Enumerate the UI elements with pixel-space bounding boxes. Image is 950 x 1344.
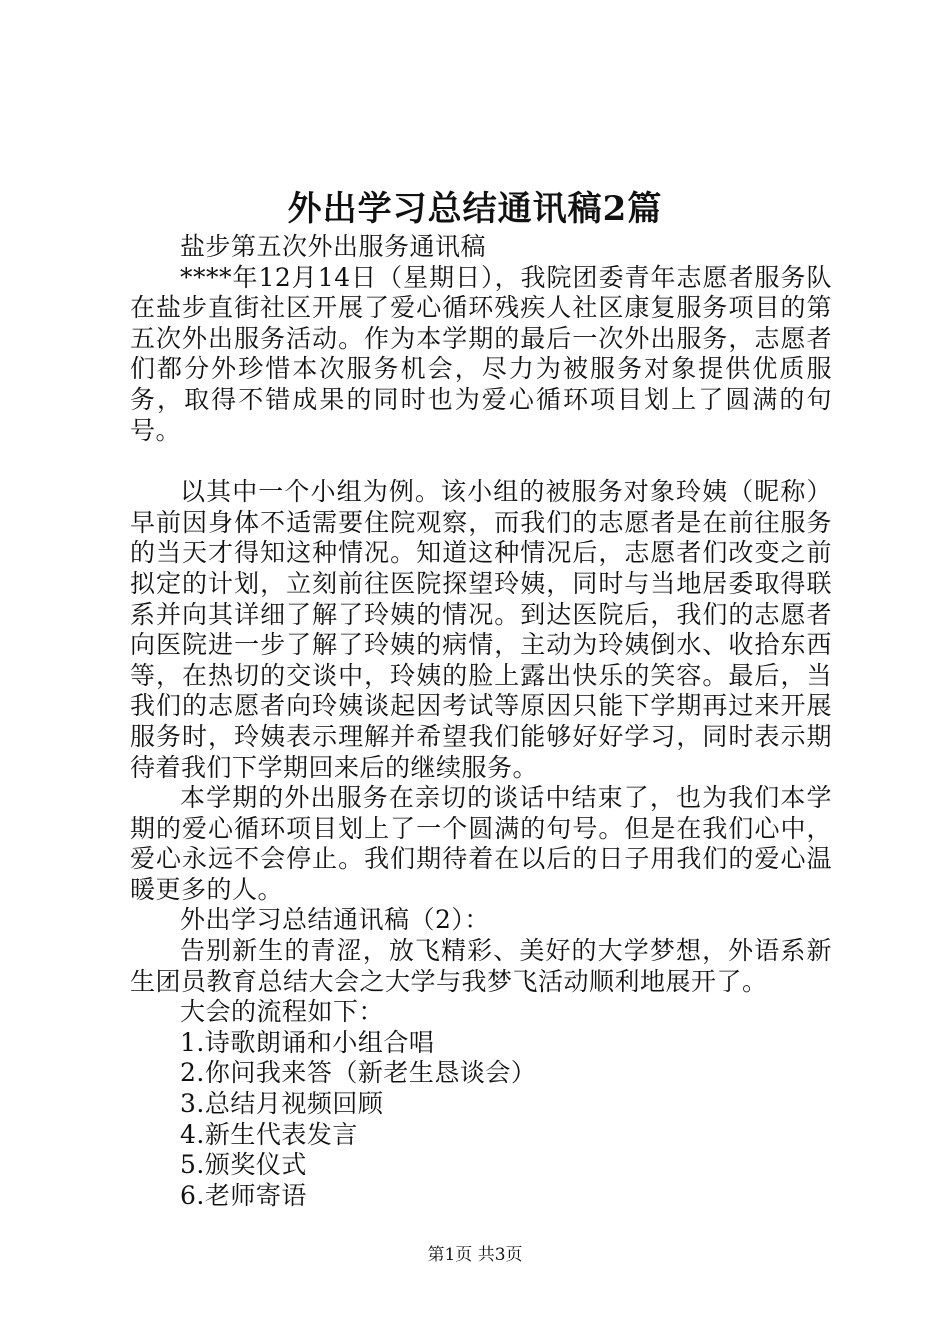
paragraph-4: 告别新生的青涩，放飞精彩、美好的大学梦想，外语系新生团员教育总结大会之大学与我梦飞活动顺利地展开了。: [130, 936, 832, 996]
paragraph-subtitle: 盐步第五次外出服务通讯稿: [180, 232, 487, 261]
agenda-item: 3.总结月视频回顾: [180, 1089, 384, 1119]
paragraph-agenda-intro: 大会的流程如下：: [180, 997, 385, 1027]
agenda-item: 6.老师寄语: [180, 1180, 307, 1210]
paragraph-2: 以其中一个小组为例。该小组的被服务对象玲姨（昵称）早前因身体不适需要住院观察，而我们的志愿者是在前往服务的当天才得知这种情况。知道这种情况后，志愿者们改变之前拟定的计划，立刻前往医院探望玲姨，同时与当地居委取得联系并向其详细了解了玲姨的情况。到达医院后，我们的志愿者向医院进一步了解了玲姨的病情，主动为玲姨倒水、收拾东西等，在热切的交谈中，玲姨的脸上露出快乐的笑容。最后，当我们的志愿者向玲姨谈起因考试等原因只能下学期再过来开展服务时，玲姨表示理解并希望我们能够好好学习，同时表示期待着我们下学期回来后的继续服务。: [130, 477, 832, 782]
agenda-item: 5.颁奖仪式: [180, 1150, 307, 1180]
paragraph-3: 本学期的外出服务在亲切的谈话中结束了，也为我们本学期的爱心循环项目划上了一个圆满的句号。但是在我们心中，爱心永远不会停止。我们期待着在以后的日子用我们的爱心温暖更多的人。: [130, 783, 832, 904]
agenda-item: 4.新生代表发言: [180, 1119, 358, 1149]
page-footer: 第1页 共3页: [427, 1245, 523, 1265]
paragraph-heading-2: 外出学习总结通讯稿（2）：: [180, 905, 490, 935]
agenda-item: 2.你问我来答（新老生恳谈会）: [180, 1058, 537, 1088]
paragraph-1: ****年12月14日（星期日），我院团委青年志愿者服务队在盐步直街社区开展了爱心循环残疾人社区康复服务项目的第五次外出服务活动。作为本学期的最后一次外出服务，志愿者们都分外珍惜本次服务机会，尽力为被服务对象提供优质服务，取得不错成果的同时也为爱心循环项目划上了圆满的句号。: [130, 262, 832, 445]
document-title: 外出学习总结通讯稿2篇: [287, 189, 663, 229]
document-body: [130, 232, 832, 1211]
agenda-item: 1.诗歌朗诵和小组合唱: [180, 1027, 435, 1057]
